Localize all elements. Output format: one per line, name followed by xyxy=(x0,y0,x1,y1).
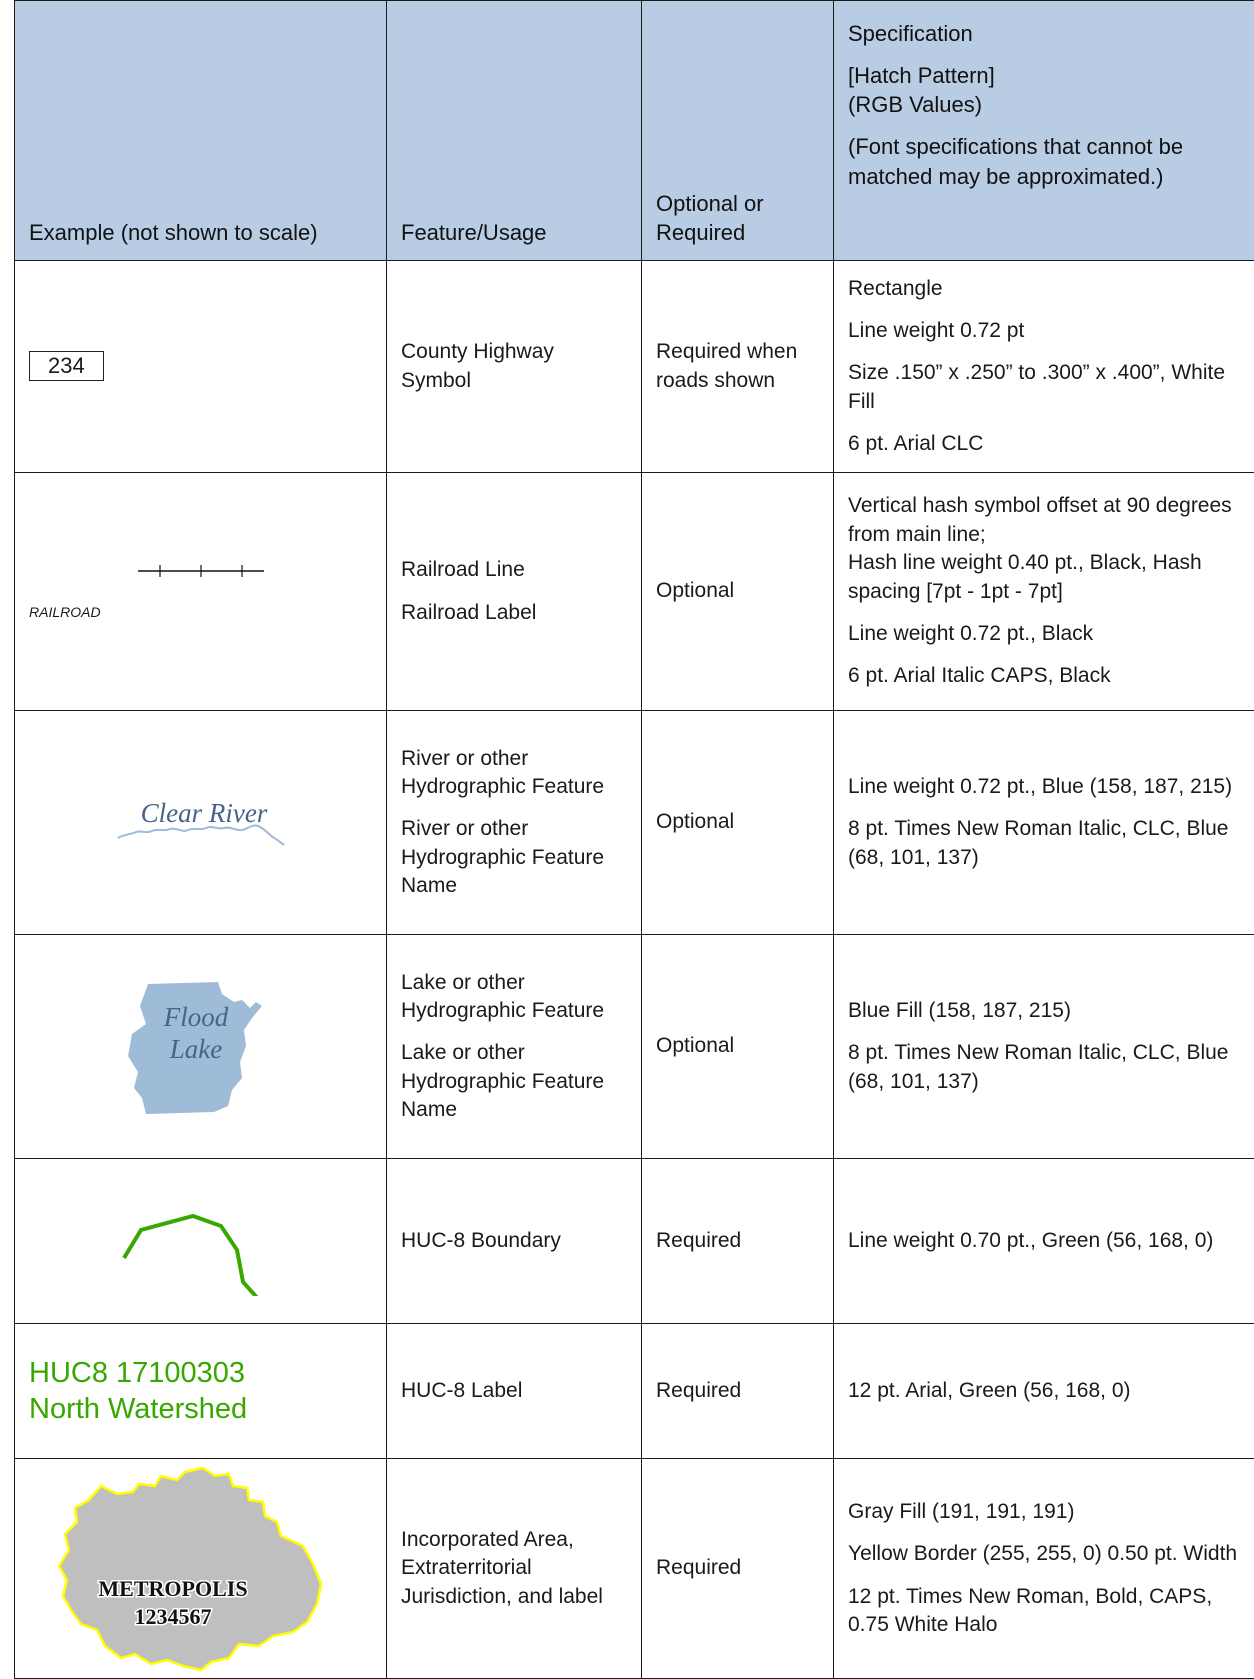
feature-cell: HUC-8 Boundary xyxy=(387,1159,642,1324)
required-cell: Required xyxy=(642,1159,834,1324)
spec-cell: Line weight 0.72 pt., Blue (158, 187, 215) 8 pt. Times New Roman Italic, CLC, Blue (68, 101, 137) xyxy=(834,711,1254,935)
metro-id-label: 1234567 xyxy=(134,1604,211,1629)
example-cell xyxy=(15,1159,387,1324)
spec-cell: Blue Fill (158, 187, 215) 8 pt. Times New Roman Italic, CLC, Blue (68, 101, 137) xyxy=(834,935,1254,1159)
header-row xyxy=(15,1,1254,261)
table-row xyxy=(15,261,1254,473)
header-specification: Specification [Hatch Pattern] (RGB Values) (Font specifications that cannot be matched may be approximated.) xyxy=(834,1,1254,261)
spec-cell: Rectangle Line weight 0.72 pt Size .150” x .250” to .300” x .400”, White Fill 6 pt. Arial CLC xyxy=(834,261,1254,473)
huc8-boundary-symbol xyxy=(121,1186,281,1296)
required-cell: Required xyxy=(642,1459,834,1679)
railroad-line-symbol xyxy=(136,561,266,581)
spec-cell: Gray Fill (191, 191, 191) Yellow Border (255, 255, 0) 0.50 pt. Width 12 pt. Times New Roman, Bold, CAPS, 0.75 White Halo xyxy=(834,1459,1254,1679)
feature-cell: Lake or other Hydrographic Feature Lake or other Hydrographic Feature Name xyxy=(387,935,642,1159)
required-cell: Optional xyxy=(642,711,834,935)
example-cell xyxy=(15,711,387,935)
header-optional: Optional or Required xyxy=(642,1,834,261)
metro-name-label: METROPOLIS xyxy=(98,1576,247,1601)
table-row xyxy=(15,1324,1254,1459)
huc8-label-sample: HUC8 17100303 North Watershed xyxy=(29,1355,372,1427)
feature-cell: River or other Hydrographic Feature River or other Hydrographic Feature Name xyxy=(387,711,642,935)
lake-name-line-1: Flood xyxy=(162,1002,228,1032)
example-cell xyxy=(15,473,387,711)
incorporated-area-symbol xyxy=(51,1464,351,1674)
river-symbol xyxy=(116,788,286,858)
spec-cell: Vertical hash symbol offset at 90 degrees from main line; Hash line weight 0.40 pt., Black, Hash spacing [7pt - 1pt - 7pt] Line weight 0.72 pt., Black 6 pt. Arial Italic CAPS, Black xyxy=(834,473,1254,711)
header-example: Example (not shown to scale) xyxy=(15,1,387,261)
required-cell: Optional xyxy=(642,935,834,1159)
example-cell xyxy=(15,1459,387,1679)
required-cell: Required when roads shown xyxy=(642,261,834,473)
spec-cell: 12 pt. Arial, Green (56, 168, 0) xyxy=(834,1324,1254,1459)
table-row xyxy=(15,1459,1254,1679)
required-cell: Optional xyxy=(642,473,834,711)
feature-cell: HUC-8 Label xyxy=(387,1324,642,1459)
required-cell: Required xyxy=(642,1324,834,1459)
header-feature: Feature/Usage xyxy=(387,1,642,261)
feature-cell: Incorporated Area, Extraterritorial Jurisdiction, and label xyxy=(387,1459,642,1679)
feature-cell: Railroad Line Railroad Label xyxy=(387,473,642,711)
example-cell xyxy=(15,261,387,473)
table-row xyxy=(15,711,1254,935)
spec-cell: Line weight 0.70 pt., Green (56, 168, 0) xyxy=(834,1159,1254,1324)
example-cell xyxy=(15,935,387,1159)
table-row xyxy=(15,935,1254,1159)
specification-table xyxy=(14,0,1254,1679)
railroad-label: RAILROAD xyxy=(29,603,372,622)
feature-cell: County Highway Symbol xyxy=(387,261,642,473)
county-highway-symbol: 234 xyxy=(29,351,104,381)
lake-symbol xyxy=(126,972,276,1122)
lake-name-line-2: Lake xyxy=(168,1034,222,1064)
table-row xyxy=(15,473,1254,711)
table-row xyxy=(15,1159,1254,1324)
river-name-label: Clear River xyxy=(140,798,267,828)
example-cell xyxy=(15,1324,387,1459)
